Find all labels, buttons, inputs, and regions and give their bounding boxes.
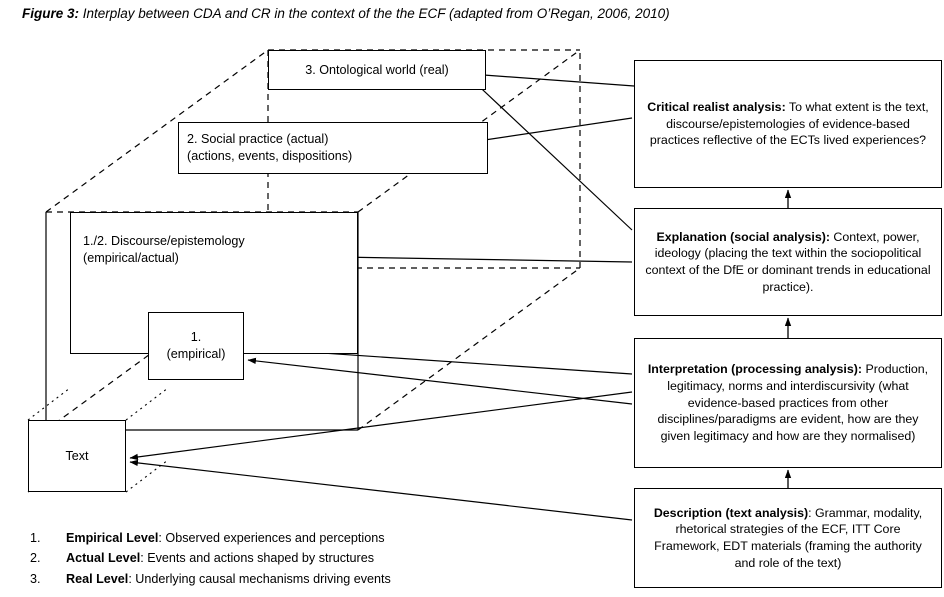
legend bbox=[30, 528, 610, 589]
box-ontological-world-label: 3. Ontological world (real) bbox=[305, 62, 449, 77]
legend-item bbox=[30, 569, 610, 589]
box-description-text-analysis-body: : Grammar, modality, rhetorical strategies of the ECF, ITT Core Framework, EDT materials (framing the authority and role of the text) bbox=[654, 505, 923, 570]
legend-item-label: Actual Level bbox=[66, 551, 141, 566]
legend-item-text: : Underlying causal mechanisms driving events bbox=[128, 571, 391, 586]
box-text-label: Text bbox=[65, 448, 89, 463]
legend-item bbox=[30, 528, 610, 548]
box-explanation-social-analysis bbox=[634, 208, 942, 316]
box-discourse-epistemology-line2: (empirical/actual) bbox=[83, 250, 179, 265]
box-description-text-analysis bbox=[634, 488, 942, 588]
box-empirical bbox=[148, 312, 244, 380]
box-description-text-analysis-label: Description (text analysis) bbox=[653, 505, 809, 520]
legend-item-text: : Events and actions shaped by structures bbox=[140, 551, 375, 566]
legend-item-text: : Observed experiences and perceptions bbox=[158, 531, 385, 545]
box-critical-realist-analysis-label: Critical realist analysis: bbox=[647, 100, 786, 115]
legend-item bbox=[30, 548, 610, 568]
box-social-practice-line1: 2. Social practice (actual) bbox=[187, 132, 329, 147]
box-social-practice bbox=[178, 122, 488, 174]
box-explanation-social-analysis-label: Explanation (social analysis): bbox=[656, 229, 830, 244]
legend-item-label: Real Level bbox=[66, 571, 129, 586]
legend-item-number: 1. bbox=[30, 531, 41, 545]
legend-item-number: 3. bbox=[30, 571, 41, 586]
box-empirical-line1: 1. bbox=[190, 330, 202, 345]
box-explanation-social-analysis-body: Context, power, ideology (placing the text within the sociopolitical context of the DfE or dominant trends in educational practice). bbox=[645, 229, 931, 294]
legend-item-label: Empirical Level bbox=[66, 531, 159, 545]
box-interpretation-processing-analysis bbox=[634, 338, 942, 468]
figure-caption-text: Interplay between CDA and CR in the context of the the ECF (adapted from O’Regan, 2006, 2010) bbox=[79, 6, 670, 21]
box-social-practice-line2: (actions, events, dispositions) bbox=[187, 149, 353, 163]
box-interpretation-processing-analysis-body: Production, legitimacy, norms and interdiscursivity (what evidence-based practices from other disciplines/paradigms are evident, how are they given legitimacy and how are they normalised) bbox=[657, 362, 929, 443]
figure-caption bbox=[22, 6, 932, 21]
figure-caption-label: Figure 3: bbox=[22, 6, 80, 21]
box-critical-realist-analysis-body: To what extent is the text, discourse/epistemologies of evidence-based practices reflective of the ECTs lived experiences? bbox=[649, 100, 929, 148]
legend-item-number: 2. bbox=[30, 551, 41, 566]
box-discourse-epistemology-line1: 1./2. Discourse/epistemology bbox=[83, 234, 245, 248]
box-ontological-world bbox=[268, 50, 486, 90]
box-text bbox=[28, 420, 126, 492]
box-empirical-line2: (empirical) bbox=[166, 347, 226, 361]
box-critical-realist-analysis bbox=[634, 60, 942, 188]
box-interpretation-processing-analysis-label: Interpretation (processing analysis): bbox=[647, 362, 862, 377]
